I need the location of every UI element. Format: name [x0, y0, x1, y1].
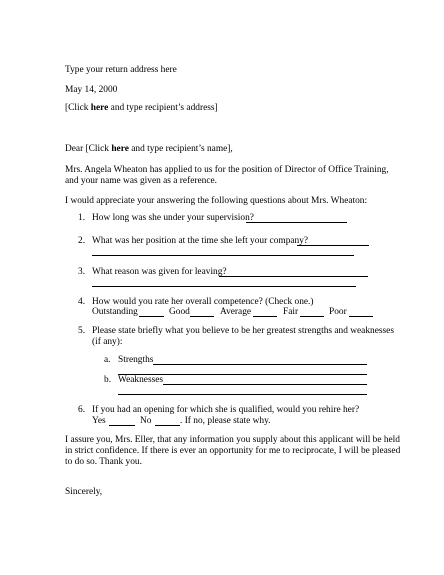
q3-answer-line-1[interactable] — [219, 276, 368, 277]
q3-answer-line-2[interactable] — [92, 286, 356, 287]
q5a-letter: a. — [104, 355, 111, 365]
q1-number: 1. — [78, 213, 86, 223]
q6-tail: . If no, please state why. — [180, 416, 271, 426]
q4-check-fair[interactable] — [300, 316, 324, 317]
sign-off[interactable]: Sincerely, — [65, 487, 103, 497]
recipient-post: and type recipient’s address] — [108, 103, 218, 113]
q5-line-1: Please state briefly what you believe to be her greatest strengths and weaknesses — [92, 326, 394, 336]
intro-line-1: Mrs. Angela Wheaton has applied to us for the position of Director of Office Training, — [65, 165, 389, 175]
salutation-here[interactable]: here — [111, 144, 129, 154]
q5b-label: Weaknesses — [118, 375, 164, 385]
salutation-pre: Dear [Click — [65, 144, 112, 154]
q6-yes-label: Yes — [92, 416, 106, 426]
q6-no-label: No — [140, 416, 152, 426]
recipient-here[interactable]: here — [90, 103, 109, 113]
closing-line-3: to do so. Thank you. — [65, 457, 142, 467]
salutation[interactable] — [65, 143, 233, 155]
q4-check-average[interactable] — [253, 316, 277, 317]
recipient-pre: [Click — [65, 103, 91, 113]
q5b-letter: b. — [104, 375, 112, 385]
return-address[interactable]: Type your return address here — [65, 65, 177, 75]
q1-answer-line[interactable] — [246, 222, 347, 223]
strengths-answer-line-1[interactable] — [153, 364, 367, 365]
closing-line-1: I assure you, Mrs. Eller, that any information you supply about this applicant will be held — [65, 435, 400, 445]
q2-answer-line-1[interactable] — [297, 245, 369, 246]
q2-text: What was her position at the time she left your company? — [92, 236, 309, 246]
q1-text: How long was she under your supervision? — [92, 213, 254, 223]
q4-check-outstanding[interactable] — [139, 316, 164, 317]
appreciate-line: I would appreciate your answering the following questions about Mrs. Wheaton: — [65, 196, 368, 206]
q3-text: What reason was given for leaving? — [92, 267, 227, 277]
q3-number: 3. — [78, 267, 86, 277]
q4-option-poor: Poor — [329, 307, 347, 317]
letter-date[interactable]: May 14, 2000 — [65, 85, 118, 95]
q6-number: 6. — [78, 405, 86, 415]
intro-line-2: and your name was given as a reference. — [65, 176, 218, 186]
weaknesses-answer-line-1[interactable] — [163, 384, 367, 385]
q5-number: 5. — [78, 326, 86, 336]
q2-number: 2. — [78, 236, 86, 246]
q2-answer-line-2[interactable] — [92, 255, 354, 256]
recipient-address-placeholder[interactable] — [65, 102, 218, 114]
q4-option-outstanding: Outstanding — [92, 307, 138, 317]
salutation-post: and type recipient’s name], — [128, 144, 233, 154]
q4-number: 4. — [78, 297, 86, 307]
closing-line-2: in strict confidence. If there is ever an opportunity for me to reciprocate, I will be pleased — [65, 446, 401, 456]
q6-line-1: If you had an opening for which she is qualified, would you rehire her? — [92, 405, 360, 415]
q4-check-good[interactable] — [190, 316, 214, 317]
q4-option-average: Average — [220, 307, 252, 317]
q4-option-fair: Fair — [283, 307, 299, 317]
q4-text: How would you rate her overall competence? (Check one.) — [92, 297, 314, 307]
q4-option-good: Good — [169, 307, 190, 317]
q6-no-check[interactable] — [155, 425, 180, 426]
weaknesses-answer-line-2[interactable] — [118, 394, 367, 395]
q5a-label: Strengths — [118, 355, 154, 365]
q4-check-poor[interactable] — [349, 316, 373, 317]
q6-yes-check[interactable] — [109, 425, 135, 426]
q5-line-2: (if any): — [92, 337, 123, 347]
